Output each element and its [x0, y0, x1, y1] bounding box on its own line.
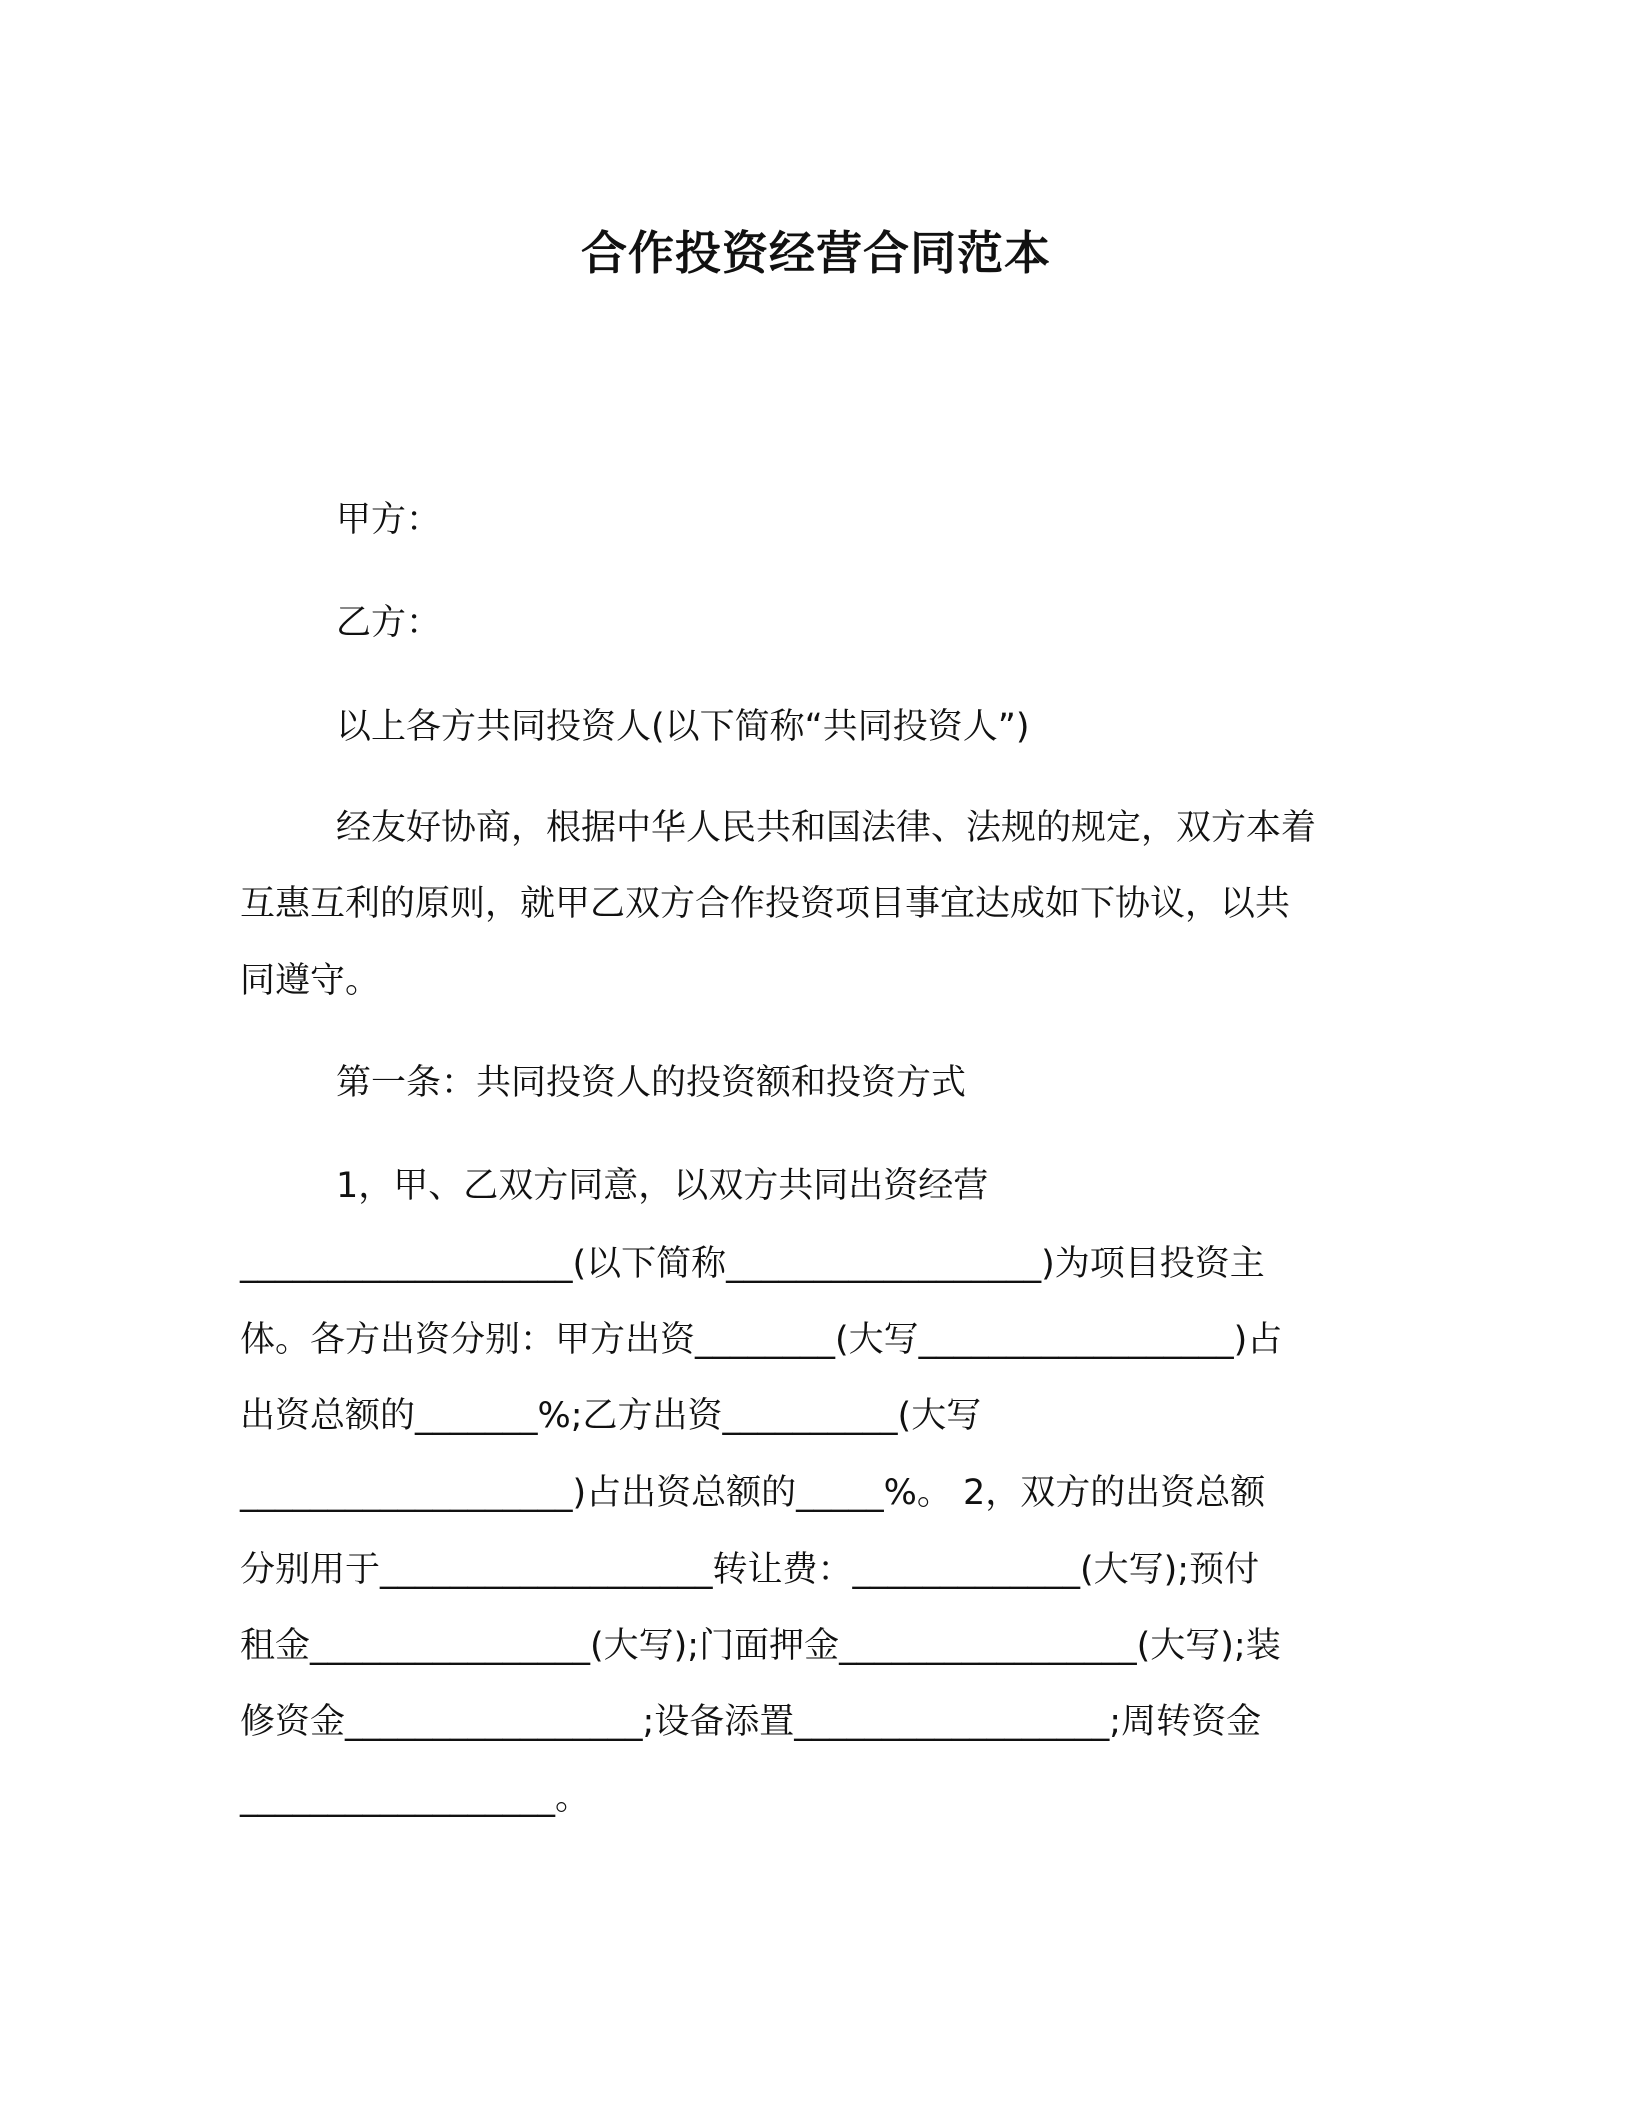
- preamble-line-3: 同遵守。: [240, 961, 381, 1001]
- party-b-line: 乙方：: [336, 603, 442, 643]
- clause-line-6: 分别用于___________________转让费：_____________(大写);预付: [240, 1550, 1260, 1590]
- clause-line-9: __________________。: [240, 1778, 591, 1818]
- document-title: 合作投资经营合同范本: [581, 226, 1051, 280]
- clause-line-7: 租金________________(大写);门面押金_________________(大写);装: [240, 1626, 1281, 1666]
- clause-line-4: 出资总额的_______%;乙方出资__________(大写: [240, 1396, 982, 1436]
- article-one-heading: 第一条：共同投资人的投资额和投资方式: [336, 1063, 967, 1103]
- party-a-line: 甲方：: [336, 500, 442, 540]
- clause-line-3: 体。各方出资分别：甲方出资________(大写__________________)占: [240, 1320, 1283, 1360]
- clause-line-8: 修资金_________________;设备添置__________________;周转资金: [240, 1702, 1262, 1742]
- clause-line-1: 1，甲、乙双方同意，以双方共同出资经营: [336, 1166, 989, 1206]
- co-investor-line: 以上各方共同投资人(以下简称“共同投资人”): [336, 707, 1030, 747]
- preamble-line-1: 经友好协商，根据中华人民共和国法律、法规的规定，双方本着: [336, 808, 1317, 848]
- clause-line-2: ___________________(以下简称__________________)为项目投资主: [240, 1244, 1265, 1284]
- preamble-line-2: 互惠互利的原则，就甲乙双方合作投资项目事宜达成如下协议，以共: [240, 884, 1291, 924]
- clause-line-5: ___________________)占出资总额的_____%。 2，双方的出资总额: [240, 1473, 1266, 1513]
